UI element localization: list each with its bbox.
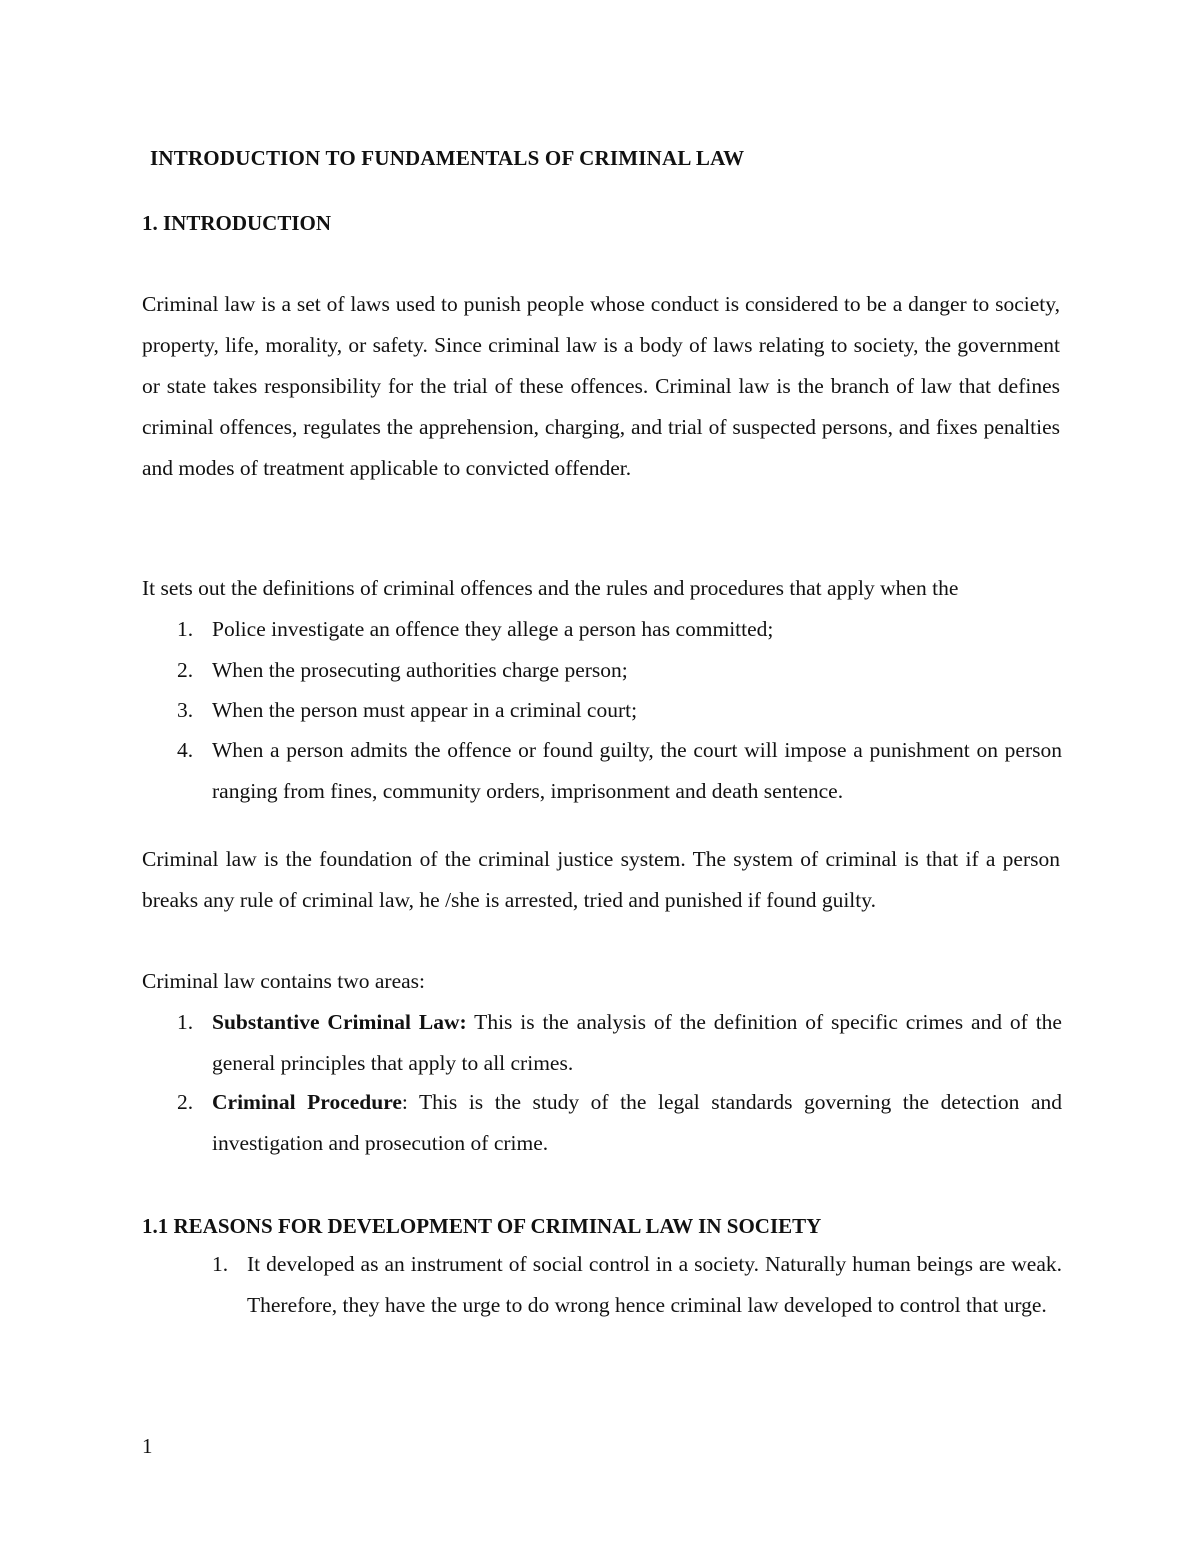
list-item bbox=[177, 650, 1062, 691]
list-term: Criminal Procedure bbox=[212, 1090, 402, 1114]
paragraph-sets-out: It sets out the definitions of criminal offences and the rules and procedures that apply when the bbox=[142, 576, 959, 600]
section-heading-introduction: 1. INTRODUCTION bbox=[142, 211, 332, 235]
list-item bbox=[177, 730, 1062, 812]
list-number: 2. bbox=[177, 1090, 194, 1114]
paragraph-definition: Criminal law is a set of laws used to punish people whose conduct is considered to be a danger to society, property, life, morality, or safety. Since criminal law is a body of laws relating to society, the government or state takes responsibility for the trial of these offences. Criminal law is the branch of law that defines criminal offences, regulates the apprehension, charging, and trial of suspected persons, and fixes penalties and modes of treatment applicable to convicted offender. bbox=[142, 292, 1060, 480]
section-heading-reasons: 1.1 REASONS FOR DEVELOPMENT OF CRIMINAL LAW IN SOCIETY bbox=[142, 1214, 822, 1238]
paragraph-two-areas: Criminal law contains two areas: bbox=[142, 969, 426, 993]
list-text: This is the analysis of the definition of specific crimes and of the general principles that apply to all crimes. bbox=[212, 1010, 1062, 1075]
document-title: INTRODUCTION TO FUNDAMENTALS OF CRIMINAL LAW bbox=[150, 146, 745, 170]
list-text: When the prosecuting authorities charge person; bbox=[212, 658, 628, 682]
list-text: When the person must appear in a criminal court; bbox=[212, 698, 638, 722]
list-item bbox=[177, 1082, 1062, 1164]
list-item bbox=[212, 1244, 1062, 1367]
list-text: When a person admits the offence or found guilty, the court will impose a punishment on person ranging from fines, community orders, imprisonment and death sentence. bbox=[212, 738, 1062, 803]
list-text: : This is the study of the legal standards governing the detection and investigation and prosecution of crime. bbox=[212, 1090, 1063, 1155]
list-number: 4. bbox=[177, 738, 194, 762]
list-content bbox=[212, 1082, 1062, 1164]
list-text: It developed as an instrument of social control in a society. Naturally human beings are weak. Therefore, they have the urge to do wrong hence criminal law developed to control that urge. bbox=[247, 1252, 1062, 1317]
list-content bbox=[212, 1002, 1062, 1084]
list-text: Police investigate an offence they allege a person has committed; bbox=[212, 617, 774, 641]
list-number: 3. bbox=[177, 698, 194, 722]
list-item bbox=[177, 1002, 1062, 1084]
list-number: 1. bbox=[212, 1252, 229, 1276]
paragraph-foundation: Criminal law is the foundation of the criminal justice system. The system of criminal is that if a person breaks any rule of criminal law, he /she is arrested, tried and punished if found guilty. bbox=[142, 847, 1060, 912]
list-term: Substantive Criminal Law: bbox=[212, 1010, 467, 1034]
list-item bbox=[177, 609, 1062, 650]
list-number: 1. bbox=[177, 617, 194, 641]
list-number: 2. bbox=[177, 658, 194, 682]
list-number: 1. bbox=[177, 1010, 194, 1034]
list-item bbox=[177, 690, 1062, 731]
page-number: 1 bbox=[142, 1434, 153, 1458]
